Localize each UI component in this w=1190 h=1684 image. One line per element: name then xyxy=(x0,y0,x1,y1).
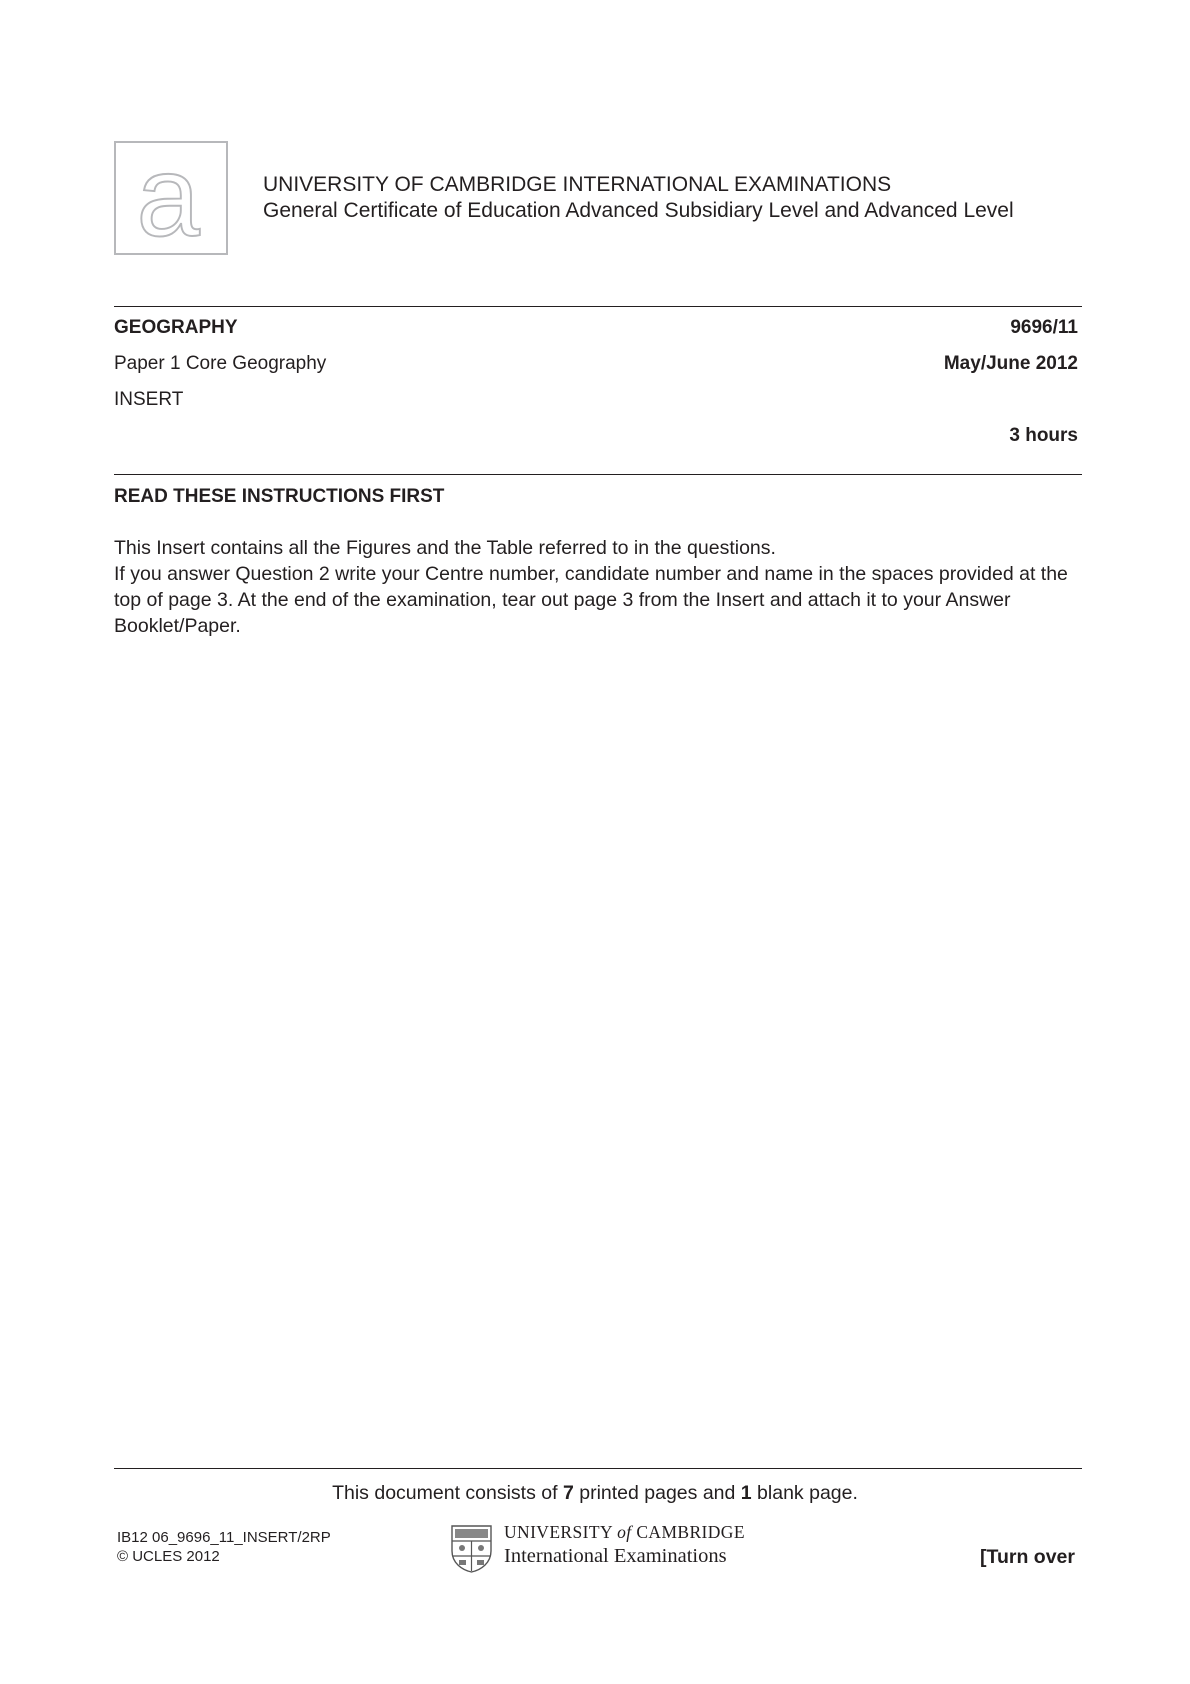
brand-cambridge: CAMBRIDGE xyxy=(636,1522,745,1542)
insert-label: INSERT xyxy=(114,389,184,410)
divider-instructions xyxy=(114,474,1082,475)
org-title: UNIVERSITY OF CAMBRIDGE INTERNATIONAL EXAMINATIONS xyxy=(263,173,892,196)
blank-pages-count: 1 xyxy=(740,1482,752,1504)
divider-footer xyxy=(114,1468,1082,1469)
document-code: IB12 06_9696_11_INSERT/2RP xyxy=(117,1529,331,1546)
paper-title: Paper 1 Core Geography xyxy=(114,353,327,374)
divider-top xyxy=(114,306,1082,307)
logo-a-mark xyxy=(114,141,228,255)
org-subtitle: General Certificate of Education Advanced Subsidiary Level and Advanced Level xyxy=(263,199,1014,222)
turn-over-note: [Turn over xyxy=(980,1546,1075,1568)
instructions-line: If you answer Question 2 write your Centre number, candidate number and name in the spaces provided at the top of page 3. At the end of the examination, tear out page 3 from the Insert and attach it to your Answer Booklet/Paper. xyxy=(114,563,1068,637)
exam-session: May/June 2012 xyxy=(943,353,1078,374)
page-count-note xyxy=(0,1482,1190,1505)
cambridge-crest-icon xyxy=(451,1525,492,1573)
brand-university-of-cambridge xyxy=(504,1522,745,1543)
instructions-heading: READ THESE INSTRUCTIONS FIRST xyxy=(114,486,445,507)
instructions-body xyxy=(114,535,1082,639)
copyright-notice: © UCLES 2012 xyxy=(117,1548,220,1565)
subject-title: GEOGRAPHY xyxy=(114,317,238,338)
printed-pages-count: 7 xyxy=(562,1482,574,1504)
logo-letter: a xyxy=(136,143,200,253)
brand-university: UNIVERSITY xyxy=(504,1522,613,1542)
logo-a-icon xyxy=(116,143,226,253)
instructions-line: This Insert contains all the Figures and the Table referred to in the questions. xyxy=(114,537,776,559)
exam-duration: 3 hours xyxy=(1009,425,1078,446)
page-count-prefix: This document consists of xyxy=(332,1482,563,1504)
page-count-middle: printed pages and xyxy=(573,1482,741,1504)
page-count-suffix: blank page. xyxy=(751,1482,858,1504)
brand-international-examinations: International Examinations xyxy=(504,1545,727,1567)
syllabus-code: 9696/11 xyxy=(1010,317,1078,338)
brand-of: of xyxy=(617,1522,632,1542)
